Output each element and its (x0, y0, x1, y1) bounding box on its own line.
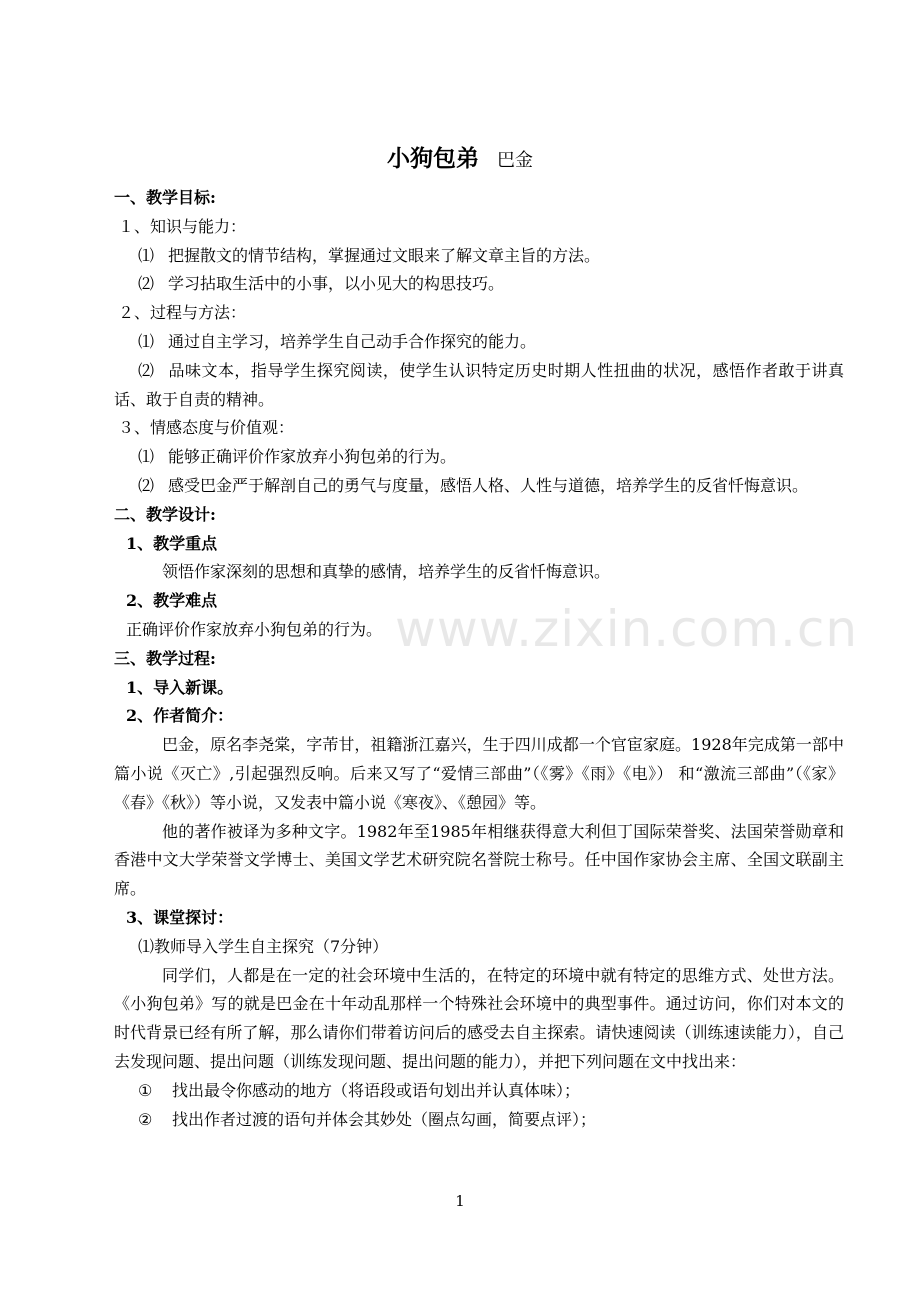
discussion-step-heading: ⑴教师导入学生自主探究（7分钟） (138, 936, 389, 956)
item-number: ⑴ (138, 331, 155, 351)
item-number: ② (138, 1109, 153, 1129)
item-text: 品味文本，指导学生探究阅读，使学生认识特定历史时期人性扭曲的状况，感悟作者敢于讲真话、敢于自责的精神。 (114, 360, 844, 409)
objective-item (114, 472, 844, 501)
item-text: 能够正确评价作家放弃小狗包弟的行为。 (168, 447, 457, 467)
question-item (114, 1106, 844, 1135)
process-intro-heading: 1、导入新课。 (126, 677, 234, 697)
design-difficulties-heading: 2、教学难点 (126, 591, 218, 611)
objective-item (114, 242, 844, 271)
design-difficulties-text: 正确评价作家放弃小狗包弟的行为。 (126, 619, 383, 639)
question-item (114, 1077, 844, 1106)
document-author: 巴金 (497, 150, 533, 171)
item-number: ⑵ (138, 274, 155, 294)
item-number: ⑴ (138, 447, 155, 467)
objective-item (114, 443, 844, 472)
item-number: ⑵ (138, 360, 155, 380)
objective-group-attitude: ３、情感态度与价值观： (118, 418, 295, 438)
title-row (0, 140, 920, 173)
document-title: 小狗包弟 (387, 145, 479, 172)
document-body (114, 184, 844, 1134)
page-number: 1 (455, 1192, 465, 1210)
item-text: 感受巴金严于解剖自己的勇气与度量，感悟人格、人性与道德，培养学生的反省忏悔意识。 (168, 475, 809, 495)
design-key-points-text: 领悟作家深刻的思想和真挚的感情，培养学生的反省忏悔意识。 (162, 562, 611, 582)
classroom-discussion-heading: 3、课堂探讨： (126, 907, 234, 927)
objective-group-process: ２、过程与方法： (118, 303, 247, 323)
objective-item (114, 328, 844, 357)
item-text: 找出作者过渡的语句并体会其妙处（圈点勾画，简要点评）； (172, 1109, 597, 1129)
item-number: ⑵ (138, 475, 155, 495)
author-intro-heading: 2、作者简介： (126, 706, 234, 726)
author-awards-paragraph: 他的著作被译为多种文字。1982年至1985年相继获得意大利但丁国际荣誉奖、法国荣誉勋章和香港中文大学荣誉文学博士、美国文学艺术研究院名誉院士称号。任中国作家协会主席、全国文联副主席。 (114, 821, 844, 899)
item-text: 通过自主学习，培养学生自己动手合作探究的能力。 (168, 331, 537, 351)
section-heading-process: 三、教学过程: (114, 648, 216, 668)
author-bio-paragraph: 巴金，原名李尧棠，字芾甘，祖籍浙江嘉兴，生于四川成都一个官宦家庭。1928年完成第一部中篇小说《灭亡》,引起强烈反响。后来又写了“爱情三部曲”（《雾》《雨》《电》） 和“激流三部曲”（《家》《春》《秋》）等小说，又发表中篇小说《寒夜》、《憩园》等。 (114, 735, 844, 812)
section-heading-objectives: 一、教学目标: (114, 188, 216, 207)
item-text: 找出最令你感动的地方（将语段或语句划出并认真体味）； (172, 1080, 581, 1100)
design-key-points-heading: 1、教学重点 (126, 533, 218, 553)
watermark: www.zixin.com.cn (395, 600, 859, 658)
item-number: ① (138, 1080, 153, 1100)
item-text: 学习拈取生活中的小事，以小见大的构思技巧。 (168, 274, 505, 294)
discussion-paragraph: 同学们，人都是在一定的社会环境中生活的，在特定的环境中就有特定的思维方式、处世方法。《小狗包弟》写的就是巴金在十年动乱那样一个特殊社会环境中的典型事件。通过访问，你们对本文的时代背景已经有所了解，那么请你们带着访问后的感受去自主探索。请快速阅读（训练速读能力），自己去发现问题、提出问题（训练发现问题、提出问题的能力），并把下列问题在文中找出来： (114, 965, 844, 1071)
objective-item (114, 357, 844, 415)
objective-group-knowledge: １、知识与能力： (118, 216, 247, 236)
section-heading-design: 二、教学设计: (114, 504, 216, 524)
item-number: ⑴ (138, 245, 155, 265)
item-text: 把握散文的情节结构，掌握通过文眼来了解文章主旨的方法。 (168, 245, 601, 265)
objective-item (114, 270, 844, 299)
